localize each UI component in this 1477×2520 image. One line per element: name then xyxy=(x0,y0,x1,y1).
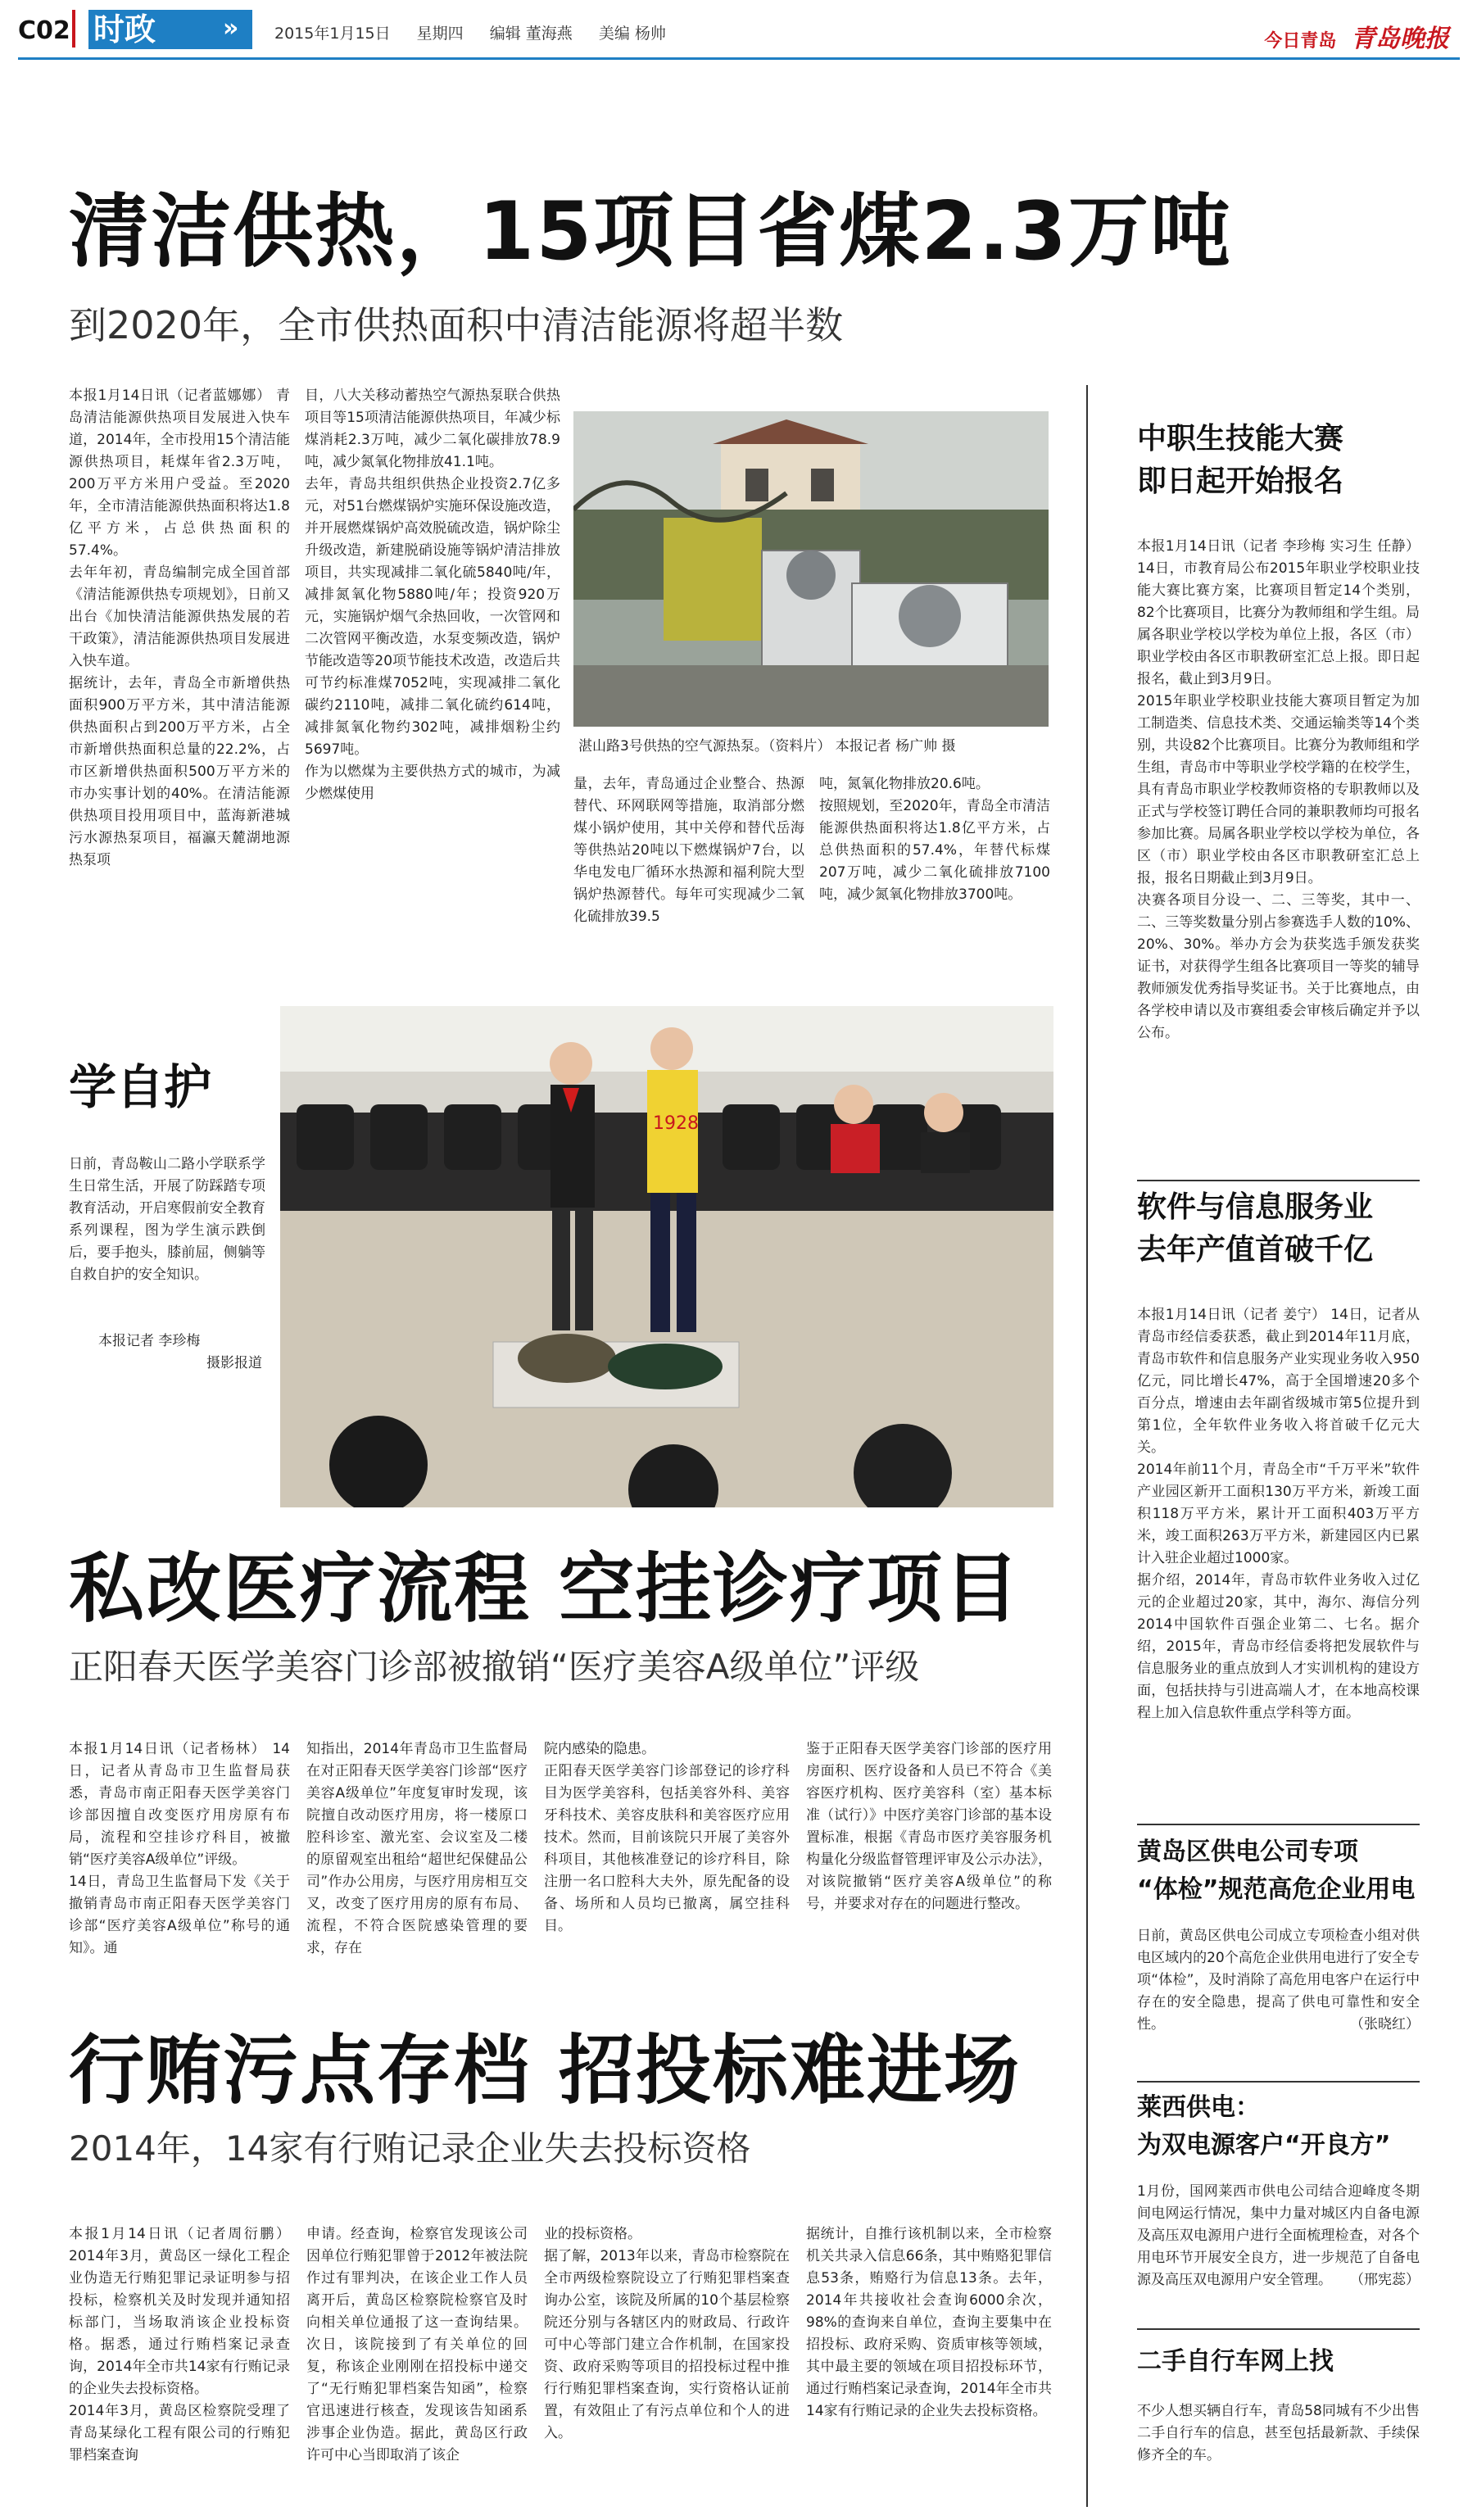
sidebar-item1-body: 本报1月14日讯（记者 李珍梅 实习生 任静） 14日，市教育局公布2015年职业学校职业技能大赛比赛方案，比赛项目暂定14个类别，82个比赛项目，比赛分为教师组和学生组。局属各职业学校以学校为单位上报，各区（市）职业学校由各区市职教研室汇总上报。即日起报名，截止到3月9日。 2015年职业学校职业技能大赛项目暂定为加工制造类、信息技术类、交通运输类等14个类别，共设82个比赛项目。比赛分为教师组和学生组，青岛市中等职业学校学籍的在校学生，具有青岛市职业学校教师资格的专职教师以及正式与学校签订聘任合同的兼职教师均可报名参加比赛。局属各职业学校以学校为单位，各区（市）职业学校由各区市职教研室汇总上报，报名日期截止到3月9日。 决赛各项目分设一、二、三等奖，其中一、二、三等奖数量分别占参赛选手人数的10%、20%、30%。举办方会为获奖选手颁发获奖证书，对获得学生组各比赛项目一等奖的辅导教师颁发优秀指导奖证书。关于比赛地点，由各学校申请以及市赛组委会审核后确定并予以公布。 xyxy=(1137,538,1420,1041)
sidebar-rule-1 xyxy=(1137,1180,1420,1181)
story4-headline: 行贿污点存档 招投标难进场 xyxy=(69,2027,1022,2114)
story1-headline: 清洁供热，15项目省煤2.3万吨 xyxy=(69,185,1232,279)
sidebar-item4-credit: （邢宪蕊） xyxy=(1350,2272,1420,2288)
sidebar-item3-title-line1: 黄岛区供电公司专项 xyxy=(1137,1838,1358,1866)
section-badge xyxy=(88,10,252,49)
sidebar-rule-2 xyxy=(1137,1824,1420,1825)
edition-name: 今日青岛 xyxy=(1264,31,1337,52)
story2-reporter: 本报记者 李珍梅 xyxy=(98,1333,201,1349)
heat-pump-photo xyxy=(573,411,1049,727)
sidebar-item1-title-line1: 中职生技能大赛 xyxy=(1137,422,1344,456)
story4-col2: 申请。经查询，检察官发现该公司因单位行贿犯罪曾于2012年被法院作过有罪判决，在该企业工作人员离开后，黄岛区检察院检察官及时向相关单位通报了这一查询结果。次日，该院接到了有关单位的回复，称该企业刚刚在招投标中递交了“无行贿犯罪档案告知函”，检察官迅速进行核查，发现该告知函系涉事企业伪造。据此，黄岛区行政许可中心当即取消了该企 xyxy=(306,2226,528,2463)
story2-credit xyxy=(98,1330,262,1375)
sidebar-item3-title-line2: “体检”规范高危企业用电 xyxy=(1137,1875,1416,1904)
photo1-caption: 湛山路3号供热的空气源热泵。（资料片） 本报记者 杨广帅 摄 xyxy=(578,738,956,755)
sidebar-item5-body: 不少人想买辆自行车，青岛58同城有不少出售二手自行车的信息，甚至包括最新款、手续保修齐全的车。 xyxy=(1137,2403,1420,2463)
shirt-number: 1928 xyxy=(653,1113,699,1134)
sidebar-divider xyxy=(1086,385,1088,2507)
issue-weekday: 星期四 xyxy=(416,25,464,43)
story3-headline: 私改医疗流程 空挂诊疗项目 xyxy=(69,1545,1022,1633)
sidebar-item3-title xyxy=(1137,1833,1415,1909)
story2-body: 日前，青岛鞍山二路小学联系学生日常生活，开展了防踩踏专项教育活动，开启寒假前安全教育系列课程，图为学生演示跌倒后，要手抱头，膝前屈，侧躺等自救自护的安全知识。 xyxy=(69,1156,265,1283)
page-code: C02 xyxy=(18,16,70,45)
story3-col3: 院内感染的隐患。 正阳春天医学美容门诊部登记的诊疗科目为医学美容科，包括美容外科、美容牙科技术、美容皮肤科和美容医疗应用技术。然而，目前该院只开展了美容外科项目，其他核准登记的诊疗科目，除注册一名口腔科大夫外，原先配备的设备、场所和人员均已撤离，属空挂科目。 xyxy=(544,1741,790,1934)
sidebar-item4-body xyxy=(1137,2181,1420,2320)
story4-subhead: 2014年，14家有行贿记录企业失去投标资格 xyxy=(69,2128,751,2169)
section-label: 时政 xyxy=(93,11,156,48)
story3-col1: 本报1月14日讯（记者杨林） 14日，记者从青岛市卫生监督局获悉，青岛市南正阳春天医学美容门诊部因擅自改变医疗用房原有布局，流程和空挂诊疗科目，被撤销“医疗美容A级单位”评级。 14日，青岛卫生监督局下发《关于撤销青岛市南正阳春天医学美容门诊部“医疗美容A级单位”称号的通知》。通 xyxy=(69,1741,290,1956)
sidebar-item3-text: 日前，黄岛区供电公司成立专项检查小组对供电区域内的20个高危企业供用电进行了安全专项“体检”，及时消除了高危用电客户在运行中存在的安全隐患，提高了供电可靠性和安全性。 xyxy=(1137,1928,1420,2033)
story1-col4: 吨，氮氧化物排放20.6吨。 按照规划，至2020年，青岛全市清洁能源供热面积将达1.8亿平方米，占总供热面积的57.4%，年替代标煤207万吨，减少二氧化硫排放7100吨，减少氮氧化物排放3700吨。 xyxy=(819,776,1050,903)
story1-col3: 量，去年，青岛通过企业整合、热源替代、环网联网等措施，取消部分燃煤小锅炉使用，其中关停和替代岳海等供热站20吨以下燃煤锅炉7台，以华电发电厂循环水热源和福利院大型锅炉热源替代。每年可实现减少二氧化硫排放39.5 xyxy=(573,776,804,925)
editor-credit: 编辑 董海燕 xyxy=(489,25,573,43)
story4-col4: 据统计，自推行该机制以来，全市检察机关共录入信息66条，其中贿赂犯罪信息53条，贿赂行为信息13条。去年，2014年共接收社会查询6000余次，98%的查询来自单位，查询主要集中在招投标、政府采购、资质审核等领域，其中最主要的领域在项目招投标环节，通过行贿档案记录查询，2014年全市共14家有行贿记录的企业失去投标资格。 xyxy=(806,2226,1052,2419)
header-divider xyxy=(72,10,75,48)
sidebar-rule-3 xyxy=(1137,2081,1420,2083)
story4-col3: 业的投标资格。 据了解，2013年以来，青岛市检察院在全市两级检察院设立了行贿犯罪档案查询办公室，该院及所属的10个基层检察院还分别与各辖区内的财政局、行政许可中心等部门建立合作机制，在国家投资、政府采购等项目的招投标过程中推行行贿犯罪档案查询，实行资格认证前置，有效阻止了有污点单位和个人的进入。 xyxy=(544,2226,790,2441)
double-chevron-icon: » xyxy=(223,14,239,43)
header-rule xyxy=(18,57,1460,60)
story4-col1: 本报1月14日讯（记者周衍鹏） 2014年3月，黄岛区一绿化工程企业伪造无行贿犯罪记录证明参与招投标，检察机关及时发现并通知招标部门，当场取消该企业投标资格。据悉，通过行贿档案记录查询，2014年全市共14家有行贿记录的企业失去投标资格。 2014年3月，黄岛区检察院受理了青岛某绿化工程有限公司的行贿犯罪档案查询 xyxy=(69,2226,290,2463)
story3-col4: 鉴于正阳春天医学美容门诊部的医疗用房面积、医疗设备和人员已不符合《美容医疗机构、医疗美容科（室）基本标准（试行）》中医疗美容门诊部的基本设置标准，根据《青岛市医疗美容服务机构量化分级监督管理评审及公示办法》，对该院撤销“医疗美容A级单位”的称号，并要求对存在的问题进行整改。 xyxy=(806,1741,1052,1912)
self-protection-photo xyxy=(280,1006,1053,1507)
story2-title: 学自护 xyxy=(69,1059,212,1115)
sidebar-item1-title-line2: 即日起开始报名 xyxy=(1137,465,1344,498)
story1-col2: 目，八大关移动蓄热空气源热泵联合供热项目等15项清洁能源供热项目，年减少标煤消耗2.3万吨，减少二氧化碳排放78.9吨，减少氮氧化物排放41.1吨。 去年，青岛共组织供热企业投资2.7亿多元，对51台燃煤锅炉实施环保设施改造，并开展燃煤锅炉高效脱硫改造，锅炉除尘升级改造，新建脱硝设施等锅炉清洁排放项目，共实现减排二氧化硫5840吨/年，减排氮氧化物5880吨/年；投资920万元，实施锅炉烟气余热回收，一次管网和二次管网平衡改造，水泵变频改造，锅炉节能改造等20项节能技术改造，改造后共可节约标准煤7052吨，实现减排二氧化碳约2110吨，减排二氧化硫约614吨，减排氮氧化物约302吨，减排烟粉尘约5697吨。 作为以燃煤为主要供热方式的城市，为减少燃煤使用 xyxy=(305,388,560,802)
sidebar-item4-title-line1: 莱西供电： xyxy=(1137,2093,1260,2122)
heat-pump-illustration xyxy=(573,411,1049,727)
sidebar-item5-title: 二手自行车网上找 xyxy=(1137,2347,1334,2376)
sidebar-item4-title-line2: 为双电源客户“开良方” xyxy=(1137,2131,1391,2160)
newspaper-logo: 青岛晚报 xyxy=(1351,25,1449,53)
issue-date: 2015年1月15日 xyxy=(274,25,391,43)
header-brand xyxy=(1264,18,1449,54)
sidebar-item2-title-line2: 去年产值首破千亿 xyxy=(1137,1233,1374,1267)
story3-col2: 知指出，2014年青岛市卫生监督局在对正阳春天医学美容门诊部“医疗美容A级单位”年度复审时发现，该院擅自改动医疗用房，将一楼原口腔科诊室、激光室、会议室及二楼的原留观室出租给“超世纪保健品公司”作办公用房，与医疗用房相互交叉，改变了医疗用房的原有布局、流程，不符合医院感染管理的要求，存在 xyxy=(306,1741,528,1956)
designer-credit: 美编 杨帅 xyxy=(598,25,666,43)
sidebar-rule-4 xyxy=(1137,2328,1420,2330)
sidebar-item4-text: 1月份，国网莱西市供电公司结合迎峰度冬期间电网运行情况，集中力量对城区内自备电源及高压双电源用户进行全面梳理检查，对各个用电环节开展安全良方，进一步规范了自备电源及高压双电源用户安全管理。 xyxy=(1137,2183,1420,2288)
story2-photo-report: 摄影报道 xyxy=(206,1355,262,1371)
story3-subhead: 正阳春天医学美容门诊部被撤销“医疗美容A级单位”评级 xyxy=(69,1647,920,1687)
students-demo-illustration xyxy=(280,1006,1053,1507)
sidebar-item3-body xyxy=(1137,1925,1420,2073)
sidebar-item2-title-line1: 软件与信息服务业 xyxy=(1137,1190,1374,1224)
sidebar-item2-body: 本报1月14日讯（记者 姜宁） 14日，记者从青岛市经信委获悉，截止到2014年11月底，青岛市软件和信息服务产业实现业务收入950亿元，同比增长47%，高于全国增速20多个百分点，增速由去年副省级城市第5位提升到第1位，全年软件业务收入将首破千亿元大关。 2014年前11个月，青岛全市“千万平米”软件产业园区新开工面积130万平方米，新竣工面积118万平方米，累计开工面积403万平方米，竣工面积263万平方米，新建园区内已累计入驻企业超过1000家。 据介绍，2014年，青岛市软件业务收入过亿元的企业超过20家，其中，海尔、海信分列2014中国软件百强企业第二、七名。据介绍，2015年，青岛市经信委将把发展软件与信息服务业的重点放到人才实训机构的建设方面，包括扶持与引进高端人才，在本地高校课程上加入信息软件重点学科等方面。 xyxy=(1137,1307,1420,1721)
story1-col1: 本报1月14日讯（记者蓝娜娜） 青岛清洁能源供热项目发展进入快车道，2014年，全市投用15个清洁能源供热项目，耗煤年省2.3万吨，200万平方米用户受益。至2020年，全市清洁能源供热面积将达1.8亿平方米，占总供热面积的57.4%。 去年年初，青岛编制完成全国首部《清洁能源供热专项规划》，日前又出台《加快清洁能源供热发展的若干政策》，清洁能源供热项目发展进入快车道。 据统计，去年，青岛全市新增供热面积900万平方米，其中清洁能源供热面积占到200万平方米，占全市新增供热面积总量的22.2%，占市区新增供热面积500万平方米的市办实事计划的40%。在清洁能源供热项目投用项目中，蓝海新港城污水源热泵项目，福瀛天麓湖地源热泵项 xyxy=(69,388,290,868)
sidebar-item3-credit: （张晓红） xyxy=(1350,2016,1420,2033)
sidebar-item2-title xyxy=(1137,1186,1373,1271)
sidebar-item4-title xyxy=(1137,2089,1390,2164)
header-meta xyxy=(274,21,687,43)
sidebar-item1-title xyxy=(1137,418,1343,503)
story1-subhead: 到2020年，全市供热面积中清洁能源将超半数 xyxy=(69,303,844,347)
